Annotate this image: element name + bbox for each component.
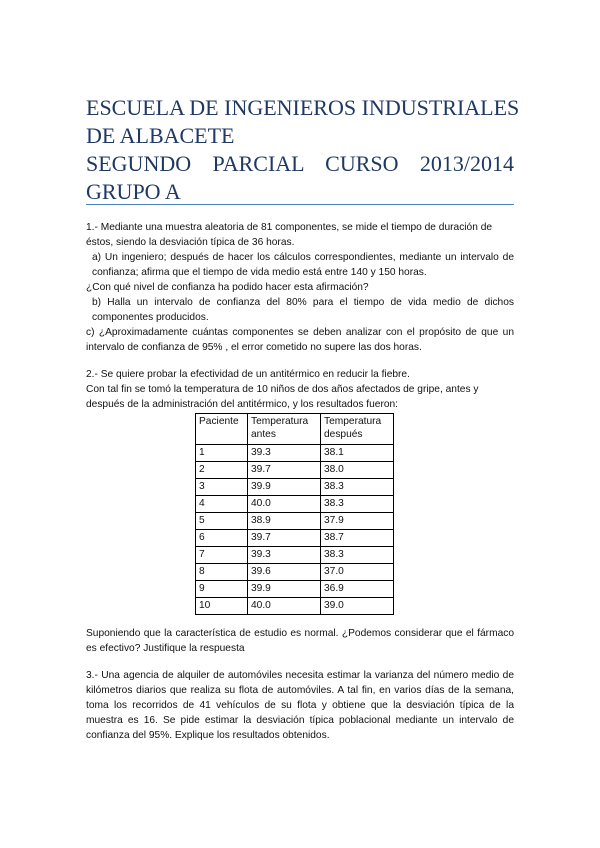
- header-line-3: SEGUNDO PARCIAL CURSO 2013/2014: [86, 151, 514, 176]
- table-cell: 38.9: [248, 513, 321, 530]
- table-cell: 39.3: [248, 445, 321, 462]
- table-cell: 39.6: [248, 564, 321, 581]
- col-header-temp-despues: Temperatura después: [321, 414, 394, 445]
- table-cell: 40.0: [248, 598, 321, 615]
- table-row: [196, 598, 394, 615]
- table-header-row: [196, 414, 394, 445]
- col-header-paciente: Paciente: [196, 414, 248, 445]
- q2-question: Suponiendo que la característica de estudio es normal. ¿Podemos considerar que el fármaco es efectivo? Justifique la respuesta: [86, 628, 514, 654]
- q1-part-a-question: ¿Con qué nivel de confianza ha podido hacer esta afirmación?: [86, 282, 369, 293]
- table-cell: 37.9: [321, 513, 394, 530]
- table-cell: 39.0: [321, 598, 394, 615]
- header-line-2: DE ALBACETE: [86, 123, 235, 148]
- table-cell: 39.3: [248, 547, 321, 564]
- table-row: [196, 513, 394, 530]
- table-row: [196, 564, 394, 581]
- table-cell: 39.7: [248, 462, 321, 479]
- q2-intro: 2.- Se quiere probar la efectividad de un antitérmico en reducir la fiebre.: [86, 369, 410, 380]
- table-cell: 7: [196, 547, 248, 564]
- header-line-4: GRUPO A: [86, 179, 181, 204]
- table-cell: 38.1: [321, 445, 394, 462]
- table-row: [196, 479, 394, 496]
- table-row: [196, 547, 394, 564]
- table-cell: 37.0: [321, 564, 394, 581]
- q1-part-a: a) Un ingeniero; después de hacer los cálculos correspondientes, mediante un intervalo de confianza; afirma que el tiempo de vida medio está entre 140 y 150 horas.: [92, 252, 514, 278]
- q3-text: 3.- Una agencia de alquiler de automóviles necesita estimar la varianza del número medio de kilómetros diarios que realiza su flota de automóviles. A tal fin, en varios días de la semana, toma los recorridos de 41 vehículos de su flota y obtiene que la desviación típica de la muestra es 16. Se pide estimar la desviación típica poblacional mediante un intervalo de confianza del 95%. Explique los resultados obtenidos.: [86, 670, 514, 741]
- table-cell: 6: [196, 530, 248, 547]
- table-cell: 38.3: [321, 547, 394, 564]
- header-divider: [86, 204, 514, 205]
- exam-header: [86, 94, 520, 206]
- q2-context: Con tal fin se tomó la temperatura de 10 niños de dos años afectados de gripe, antes y después de la administración del antitérmico, y los resultados fueron:: [86, 384, 479, 410]
- table-cell: 36.9: [321, 581, 394, 598]
- question-3: [86, 668, 514, 743]
- table-row: [196, 581, 394, 598]
- table-cell: 39.9: [248, 581, 321, 598]
- q1-intro: 1.- Mediante una muestra aleatoria de 81 componentes, se mide el tiempo de duración de éstos, siendo la desviación típica de 36 horas.: [86, 222, 493, 248]
- table-body: [196, 445, 394, 615]
- table-cell: 5: [196, 513, 248, 530]
- table-cell: 39.7: [248, 530, 321, 547]
- table-row: [196, 530, 394, 547]
- q1-part-c: c) ¿Aproximadamente cuántas componentes se deben analizar con el propósito de que un intervalo de confianza de 95% , el error cometido no supere las dos horas.: [86, 327, 514, 353]
- table-cell: 38.3: [321, 479, 394, 496]
- table-row: [196, 496, 394, 513]
- question-2: [86, 367, 514, 412]
- table-cell: 4: [196, 496, 248, 513]
- table-row: [196, 445, 394, 462]
- table-cell: 38.0: [321, 462, 394, 479]
- table-cell: 3: [196, 479, 248, 496]
- table-cell: 40.0: [248, 496, 321, 513]
- table-cell: 39.9: [248, 479, 321, 496]
- table-cell: 9: [196, 581, 248, 598]
- q2-question-block: [86, 626, 514, 656]
- temperature-table: [195, 413, 394, 615]
- table-row: [196, 462, 394, 479]
- table-cell: 10: [196, 598, 248, 615]
- table-cell: 38.7: [321, 530, 394, 547]
- question-1: [86, 220, 514, 355]
- table-cell: 1: [196, 445, 248, 462]
- col-header-temp-antes: Temperatura antes: [248, 414, 321, 445]
- table-cell: 2: [196, 462, 248, 479]
- table-cell: 38.3: [321, 496, 394, 513]
- header-line-1: ESCUELA DE INGENIEROS INDUSTRIALES: [86, 95, 520, 120]
- table-cell: 8: [196, 564, 248, 581]
- q1-part-b: b) Halla un intervalo de confianza del 80% para el tiempo de vida medio de dichos componentes producidos.: [92, 297, 514, 323]
